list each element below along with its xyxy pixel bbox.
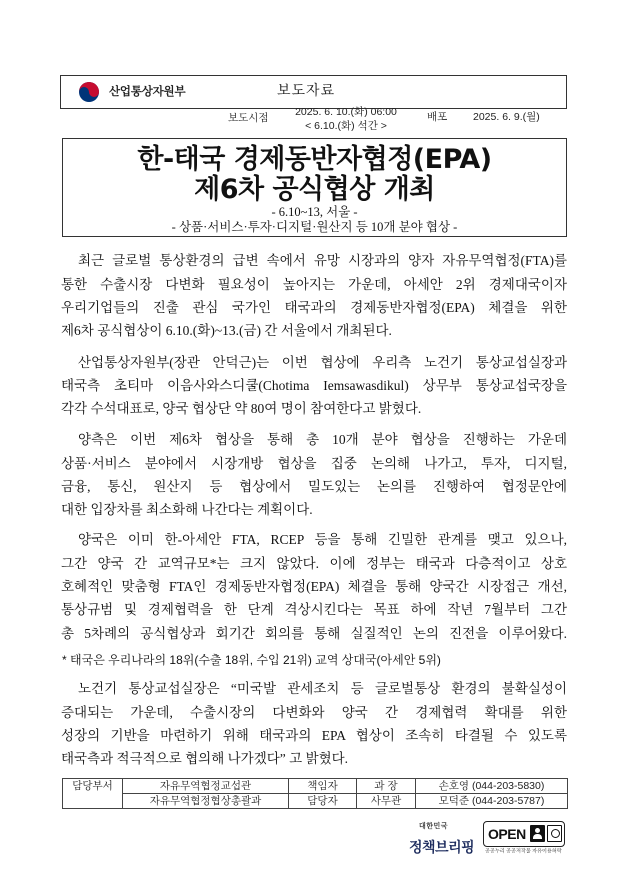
dept-cell: 자유무역협정협상총괄과 [123, 794, 289, 809]
paragraph-line: 대한 입장차를 최소화해 나간다는 계획이다. [61, 502, 313, 518]
document-type: 보도자료 [277, 84, 336, 99]
table-row [63, 794, 568, 809]
paragraph-line: 노건기 통상교섭실장은 “미국발 관세조치 등 글로벌통상 환경의 불확실성이 [78, 681, 567, 697]
title-box [62, 138, 567, 237]
paragraph-line: 금융, 통신, 원산지 등 협상에서 밀도있는 논의를 진행하여 협정문안에 [61, 479, 567, 495]
paragraph-line: 태국측과 적극적으로 협의해 나가겠다” 고 밝혔다. [61, 751, 349, 767]
body-paragraph-4 [61, 528, 567, 645]
paragraph-line: 제6차 공식협상이 6.10.(화)~13.(금) 간 서울에서 개최된다. [61, 323, 392, 339]
dept-label-cell: 담당부서 [63, 779, 123, 809]
dept-cell: 자유무역협정교섭관 [123, 779, 289, 794]
policy-briefing-logo: 정책브리핑 [409, 840, 475, 856]
paragraph-line: 성장의 기반을 마련하기 위해 태국과의 EPA 협상이 조속히 타결될 수 있도록 [61, 728, 567, 744]
distribution-date: 2025. 6. 9.(월) [473, 111, 540, 123]
body-paragraph-5 [61, 677, 567, 771]
policy-briefing-logo-small-text: 대한민국 [419, 823, 449, 830]
paragraph-line: 증대되는 가운데, 수출시장의 다변화와 양국 간 경제협력 확대를 위한 [61, 704, 567, 720]
paragraph-line: 그간 양국 간 교역규모*는 크지 않았다. 이에 정부는 태국과 다층적이고 상호 [61, 555, 567, 571]
paragraph-line: 산업통상자원부(장관 안덕근)는 이번 협상에 우리측 노건기 통상교섭실장과 [78, 354, 567, 370]
paragraph-line: 태국측 초티마 이음사와스디쿨(Chotima Iemsawasdikul) 상무부 통상교섭국장을 [61, 377, 567, 393]
release-time-label: 보도시점 [228, 112, 269, 124]
subtitle-topics: - 상품·서비스·투자·디지털·원산지 등 10개 분야 협상 - [171, 220, 458, 234]
subtitle-date-place: - 6.10~13, 서울 - [271, 205, 358, 219]
open-logo-text: OPEN [488, 826, 526, 842]
paragraph-line: 최근 글로벌 통상환경의 급변 속에서 유망 시장과의 양자 자유무역협정(FTA)를 [78, 253, 567, 269]
paragraph-line: 총 5차례의 공식협상과 회기간 회의를 통해 실질적인 논의 진전을 이루어왔다. [61, 625, 567, 641]
person-cell: 모덕준 (044-203-5787) [416, 794, 568, 809]
paragraph-line: 통한 수출시장 다변화 필요성이 높아지는 가운데, 아세안 2위 경제대국이자 [61, 276, 567, 292]
ministry-name: 산업통상자원부 [109, 86, 186, 98]
paragraph-line: 양측은 이번 제6차 협상을 통해 총 10개 분야 협상을 진행하는 가운데 [78, 432, 567, 448]
contact-table [62, 778, 568, 809]
role-cell: 책임자 [289, 779, 357, 794]
paragraph-line: 우리기업들의 진출 관심 국가인 태국과의 경제동반자협정(EPA) 체결을 위한 [61, 300, 567, 316]
kogl-caption: 공공누리 공공저작물 자유이용허락 [485, 849, 562, 855]
kogl-source-icon [547, 825, 562, 842]
paragraph-line: 양국은 이미 한-아세안 FTA, RCEP 등을 통해 긴밀한 관계를 맺고 있으나, [78, 532, 567, 548]
release-time-date: 2025. 6. 10.(화) 06:00 [295, 106, 397, 118]
body-paragraph-2 [61, 351, 567, 421]
paragraph-line: 상품·서비스 분야에서 시장개방 협상을 집중 논의해 나가고, 투자, 디지털, [61, 455, 567, 471]
page-title-line-1: 한-태국 경제동반자협정(EPA) [137, 144, 492, 175]
paragraph-line: 호혜적인 맞춤형 FTA인 경제동반자협정(EPA) 체결을 통해 양국간 시장접근 개선, [61, 579, 567, 595]
distribution-label: 배포 [427, 111, 448, 123]
footnote: * 태국은 우리나라의 18위(수출 18위, 수입 21위) 교역 상대국(아세안 5위) [62, 653, 441, 667]
role-cell: 담당자 [289, 794, 357, 809]
person-cell: 손호영 (044-203-5830) [416, 779, 568, 794]
header-box [60, 75, 567, 109]
page-title-line-2: 제6차 공식협상 개최 [194, 174, 435, 205]
release-time-note: < 6.10.(화) 석간 > [305, 120, 387, 132]
kogl-open-logo [483, 821, 565, 847]
position-cell: 과 장 [357, 779, 416, 794]
body-paragraph-1 [61, 249, 567, 343]
body-paragraph-3 [61, 428, 567, 522]
kogl-attribution-icon [530, 825, 545, 842]
paragraph-line: 각각 수석대표로, 양국 협상단 약 80여 명이 참여한다고 밝혔다. [61, 401, 422, 417]
paragraph-line: 통상규범 및 경제협력을 한 단계 격상시킨다는 목표 하에 작년 7월부터 그간 [61, 602, 567, 618]
table-row [63, 779, 568, 794]
taegeuk-logo-icon [78, 81, 100, 103]
position-cell: 사무관 [357, 794, 416, 809]
